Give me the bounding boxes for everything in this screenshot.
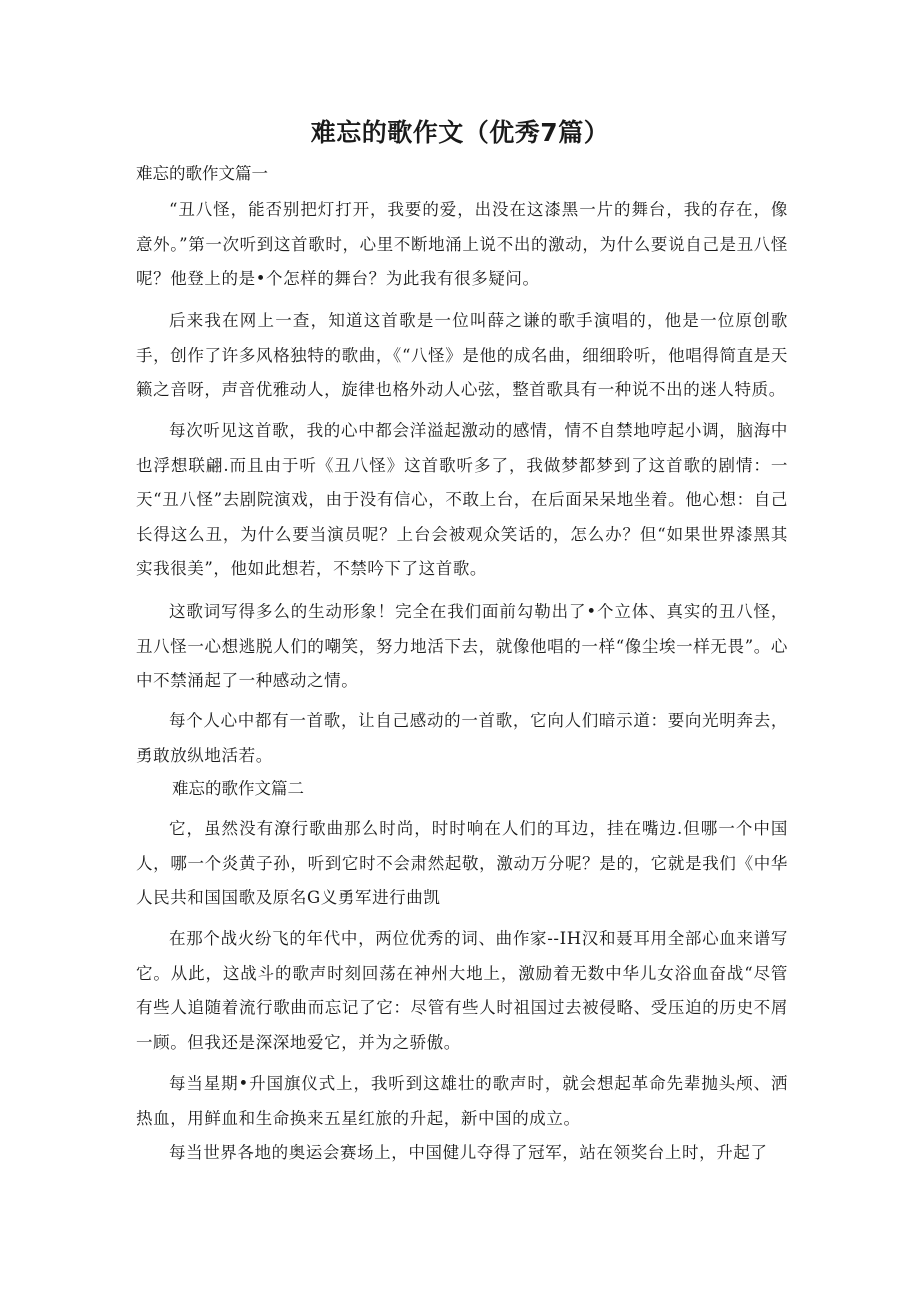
section-heading-2: 难忘的歌作文篇二	[172, 779, 304, 798]
paragraph-2-3: 每当星期•升国旗仪式上，我听到这雄壮的歌声时，就会想起革命先辈抛头颅、洒热血，用鲜血和生命换来五星红旅的升起，新中国的成立。	[136, 1074, 788, 1128]
paragraph-1-1: “丑八怪，能否别把灯打开，我要的爱，出没在这漆黑一片的舞台，我的存在，像意外。”第一次听到这首歌时，心里不断地涌上说不出的激动，为什么要说自己是丑八怪呢？他登上的是•个怎样的舞台？为此我有很多疑问。	[136, 200, 788, 288]
paragraph-1-5: 每个人心中都有一首歌，让自己感动的一首歌，它向人们暗示道：要向光明奔去，勇敢放纵地活若。	[136, 711, 788, 765]
paragraph-2-4: 每当世界各地的奥运会赛场上，中国健儿夺得了冠军，站在领奖台上时，升起了	[169, 1143, 768, 1162]
section-heading-1: 难忘的歌作文篇一	[136, 164, 268, 183]
paragraph-1-2: 后来我在网上一查，知道这首歌是一位叫薛之谦的歌手演唱的，他是一位原创歌手，创作了许多风格独特的歌曲，《“八怪》是他的成名曲，细细聆听，他唱得简直是天籁之音呀，声音优雅动人，旋律也格外动人心弦，整首歌具有一种说不出的迷人特质。	[136, 311, 788, 399]
paragraph-1-4: 这歌词写得多么的生动形象！完全在我们面前勾勒出了•个立体、真实的丑八怪，丑八怪一心想逃脱人们的嘲笑，努力地活下去，就像他唱的一样“像尘埃一样无畏”。心中不禁涌起了一种感动之情。	[136, 602, 788, 690]
paragraph-1-3: 每次听见这首歌，我的心中都会洋溢起激动的感情，情不自禁地哼起小调，脑海中也浮想联翩.而且由于听《丑八怪》这首歌听多了，我做梦都梦到了这首歌的剧情：一天“丑八怪”去剧院演戏，由于没有信心，不敢上台，在后面呆呆地坐着。他心想：自己长得这么丑，为什么要当演员呢？上台会被观众笑话的，怎么办？但“如果世界漆黑其实我很美”，他如此想若，不禁吟下了这首歌。	[136, 421, 788, 578]
paragraph-2-2: 在那个战火纷飞的年代中，两位优秀的词、曲作家--IH汉和聂耳用全部心血来谱写它。从此，这战斗的歌声时刻回荡在神州大地上，激励着无数中华儿女浴血奋战“尽管有些人追随着流行歌曲而忘记了它：尽管有些人时祖国过去被侵略、受压迫的历史不屑一顾。但我还是深深地爱它，并为之骄傲。	[136, 929, 788, 1052]
paragraph-2-1: 它，虽然没有潦行歌曲那么时尚，时时响在人们的耳边，挂在嘴边.但哪一个中国人，哪一个炎黄子孙，听到它时不会肃然起敬，激动万分呢？是的，它就是我们《中华人民共和国国歌及原名G义勇军进行曲凯	[136, 819, 788, 907]
document-title: 难忘的歌作文（优秀7篇）	[310, 118, 610, 147]
